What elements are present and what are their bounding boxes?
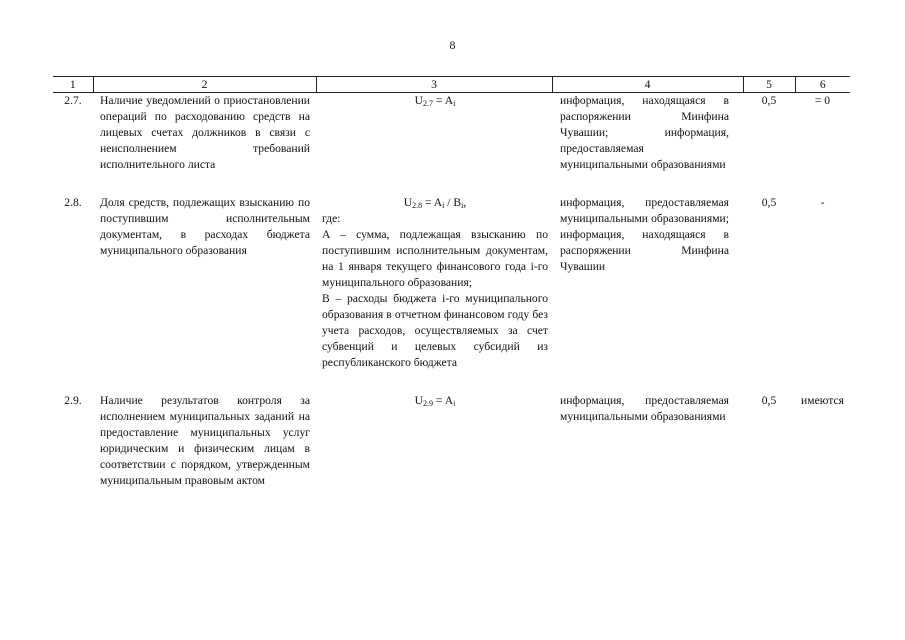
header-cell-1: 1: [53, 77, 93, 93]
norm-value: -: [820, 196, 825, 209]
indicator-description: Наличие уведомлений о приостановлении операций по расходованию средств на лицевых счетах должников в связи с неисполнением требований исполнительного листа: [100, 94, 310, 171]
formula-variable-index: 2.9: [423, 399, 434, 408]
weight-value: 0,5: [761, 394, 777, 407]
header-cell-6: 6: [795, 77, 850, 93]
formula-cell: [316, 393, 552, 489]
formula-variable: U: [414, 94, 424, 107]
row-number: 2.7.: [64, 94, 82, 107]
data-source: информация, находящаяся в распоряжении Минфина Чувашии; информация, предоставляемая муниципальными образованиями: [560, 94, 729, 171]
header-row: [53, 77, 850, 93]
formula-main: $U_{2.8} = A_i / B_i$,: [403, 196, 467, 210]
formula-definition-b: B – расходы бюджета i-го муниципального образования в отчетном финансовом году без учета расходов, осуществляемых за счет субвенций и целевых субсидий из республиканского бюджета: [322, 292, 548, 369]
weight-value: 0,5: [761, 94, 777, 107]
formula-where: где:: [322, 212, 341, 225]
indicator-description: Доля средств, подлежащих взысканию по поступившим исполнительным документам, в расходах бюджета муниципального образования: [100, 196, 310, 257]
row-number: 2.8.: [64, 196, 82, 209]
formula-main: [322, 393, 548, 409]
formula-cell: [316, 93, 552, 174]
header-cell-2: 2: [93, 77, 316, 93]
norm-value: имеются: [801, 394, 844, 407]
formula-rhs: = A: [433, 94, 454, 107]
indicator-description: Наличие результатов контроля за исполнением муниципальных заданий на предоставление муниципальных услуг юридическим и физическим лицам в соответствии с порядком, утвержденным муниципальным правовым актом: [100, 394, 310, 487]
row-number: 2.9.: [64, 394, 82, 407]
formula-rhs: = A: [433, 394, 454, 407]
formula-tail: / B: [444, 196, 462, 209]
header-cell-4: 4: [552, 77, 743, 93]
formula-variable: U: [414, 394, 424, 407]
formula-cell: [316, 195, 552, 371]
data-source: информация, предоставляемая муниципальными образованиями: [560, 394, 729, 423]
formula-tail-index: i: [461, 201, 464, 210]
page-number: 8: [449, 38, 456, 52]
header-cell-5: 5: [743, 77, 795, 93]
formula-main: [322, 93, 548, 109]
formula-definition-a: A – сумма, подлежащая взысканию по поступившим исполнительным документам, на 1 января текущего финансового года i-го муниципального образования;: [322, 228, 548, 289]
formula-rhs-index: i: [453, 99, 456, 108]
indicator-table: [53, 76, 850, 489]
formula-variable: U: [403, 196, 413, 209]
data-source: информация, предоставляемая муниципальными образованиями; информация, находящаяся в распоряжении Минфина Чувашии: [560, 196, 729, 273]
table-row: [53, 93, 850, 174]
norm-value: = 0: [814, 94, 831, 107]
table-row: [53, 393, 850, 489]
formula-rhs: = A: [422, 196, 443, 209]
formula-rhs-index: i: [442, 201, 445, 210]
row-spacer: [53, 173, 850, 195]
table-row: [53, 195, 850, 371]
row-spacer: [53, 371, 850, 393]
formula-variable-index: 2.8: [412, 201, 423, 210]
formula-variable-index: 2.7: [423, 99, 434, 108]
header-cell-3: 3: [316, 77, 552, 93]
formula-rhs-index: i: [453, 399, 456, 408]
weight-value: 0,5: [761, 196, 777, 209]
